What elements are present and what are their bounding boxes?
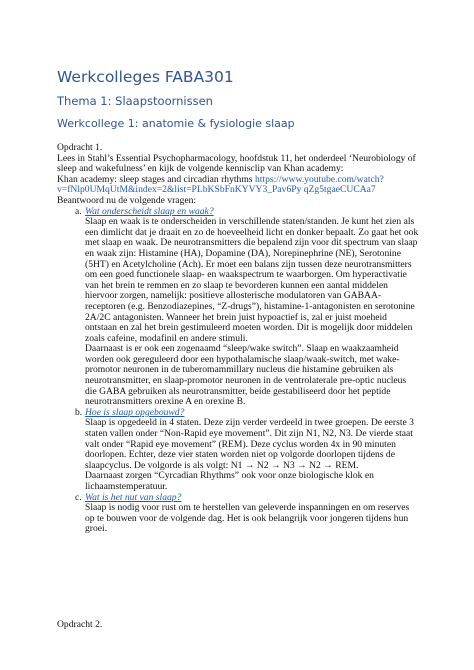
answer-line: Slaap en waak is te onderscheiden in verschillende staten/standen. Je kunt het zien als (85, 216, 415, 228)
document-title: Werkcolleges FABA301 (57, 68, 234, 86)
answer-line: groei. (85, 523, 108, 535)
question-item-b (57, 408, 442, 493)
college-heading: Werkcollege 1: anatomie & fysiologie slaap (57, 117, 295, 130)
answer-line: hiervoor zorgen, namelijk: positieve allosterische modulatoren van GABAA- (85, 290, 382, 302)
answer-line: slaapcyclus. De volgorde is als volgt: N1 → N2 → N3 → N2 → REM. (85, 459, 359, 471)
video-link-continued[interactable]: v=fNlp0UMqUtM&index=2&list=PLbKSbFnKYVY3_Pav6Py qZg5tgaeCUCAa7 (57, 184, 376, 196)
question-text: Wat is het nut van slaap? (85, 491, 182, 503)
answer-line: promotor neuronen in de tuberomammillary nucleus die histamine gebruiken als (85, 364, 394, 376)
answer-line: staten vallen onder “Non-Rapid eye movement”. Dit zijn N1, N2, N3. De vierde staat (85, 428, 413, 440)
answer-line: lichaamstemperatuur. (85, 481, 168, 492)
answer-line: zoals cafeine, modafinil en andere stimuli. (85, 332, 248, 344)
answer-line: Slaap is nodig voor rust om te herstellen van geleverde inspanningen en om reserves (85, 502, 410, 514)
question-letter: a. (75, 205, 82, 217)
answer-intro: Beantwoord nu de volgende vragen: (57, 194, 197, 206)
answer-line: neurotransmitters orexine A en orexine B. (85, 396, 246, 408)
answer-line: met slaap en waak. De neurotransmitters die bepalend zijn voor dit spectrum van slaap (85, 237, 418, 249)
answer-block (85, 418, 442, 492)
khan-text: Khan academy: sleep stages and circadian rhythms (57, 173, 255, 185)
question-item-c (57, 493, 442, 535)
answer-line: Daarnaast is er ook een zogenaamd “sleep/wake switch”. Slaap en waakzaamheid (85, 343, 399, 355)
answer-line: om een goed functionele slaap- en waakspectrum te waarborgen. Om hyperactivatie (85, 269, 407, 281)
answer-line: Daarnaast zorgen “Cyrcadian Rhythms” ook voor onze biologische klok en (85, 470, 374, 482)
answer-line: neurotransmitter, en slaap-promotor neuronen in de ventrolaterale pre-optic nucleus (85, 375, 407, 387)
answer-line: Slaap is opgedeeld in 4 staten. Deze zijn verder verdeeld in twee groepen. De eerste 3 (85, 417, 414, 429)
video-link[interactable]: https://www.youtube.com/watch? (254, 173, 384, 185)
question-list (57, 207, 442, 535)
answer-line: valt onder “Rapid eye movement” (REM). Deze cyclus worden 4x in 90 minuten (85, 438, 396, 450)
theme-heading: Thema 1: Slaapstoornissen (57, 94, 213, 108)
answer-line: die GABA gebruiken als neurotransmitter, beide gestabiliseerd door het peptide (85, 385, 391, 397)
answer-block (85, 503, 442, 535)
answer-line: een dimlicht dat je draait en zo de hoeveelheid licht en donker bepaalt. Zo gaat het ook (85, 226, 419, 238)
intro-line: Lees in Stahl’s Essential Psychopharmacology, hoofdstuk 11, het onderdeel ‘Neurobiology of (57, 152, 416, 164)
document-body (57, 143, 442, 535)
question-text: Wat onderscheidt slaap en waak? (85, 205, 214, 217)
answer-line: receptoren (e.g. Benzodiazepines, “Z-drugs”), histamine-1-antagonisten en serotonine (85, 300, 415, 312)
answer-line: op te bouwen voor de volgende dag. Het is ook belangrijk voor jongeren tijdens hun (85, 512, 409, 524)
answer-line: van het brein te remmen en zo slaap te bevorderen kunnen een aantal middelen (85, 279, 388, 291)
intro-line: sleep and wakefulness’ en kijk de volgende kennisclip van Khan academy: (57, 163, 344, 175)
answer-block (85, 217, 442, 408)
question-text: Hoe is slaap opgebouwd? (85, 406, 185, 418)
opdracht2-heading: Opdracht 2. (57, 618, 103, 630)
answer-line: doorlopen. Echter, deze vier staten worden niet op volgorde doorlopen tijdens de (85, 449, 395, 461)
question-letter: b. (75, 406, 83, 418)
question-letter: c. (75, 491, 82, 503)
answer-line: 2A/2C antagonisten. Wanneer het brein juist hypoactief is, zal er juist moeheid (85, 311, 387, 323)
answer-line: worden ook gereguleerd door een hypothalamische slaap/waak-switch, met wake- (85, 353, 400, 365)
answer-line: (5HT) en Acetylcholine (Ach). Er moet een balans zijn tussen deze neurotransmitters (85, 258, 412, 270)
answer-line: en waak zijn: Histamine (HA), Dopamine (DA), Norepinephrine (NE), Serotonine (85, 247, 401, 259)
opdracht1-heading: Opdracht 1. (57, 142, 103, 153)
answer-line: ontstaan en zal het brein gestimuleerd moeten worden. Dit is mogelijk door middelen (85, 322, 413, 334)
question-item-a (57, 207, 442, 408)
